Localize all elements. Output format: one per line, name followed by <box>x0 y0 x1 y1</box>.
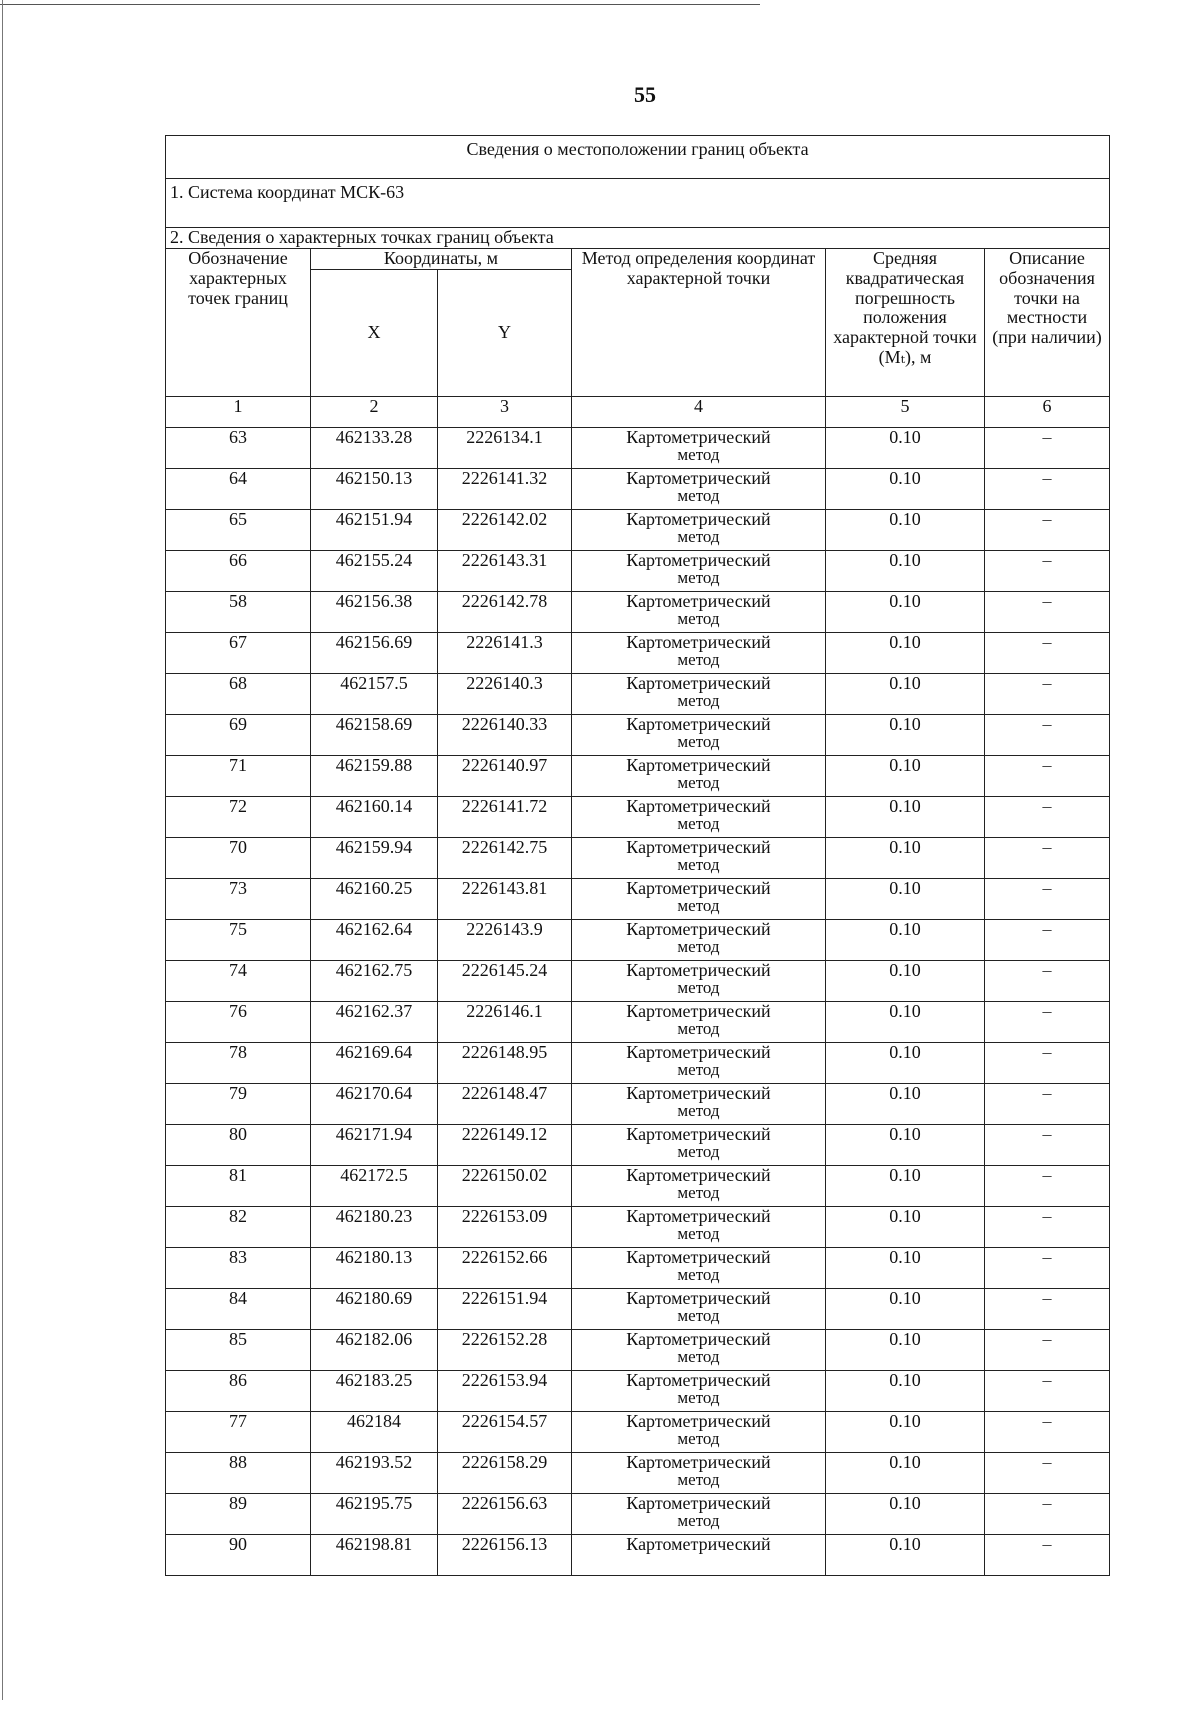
method-cell <box>572 838 826 879</box>
points-info: 2. Сведения о характерных точках границ объекта <box>166 228 1110 249</box>
method-line2: метод <box>677 896 720 915</box>
x-coordinate-cell: 462183.25 <box>311 1371 438 1412</box>
y-coordinate-cell: 2226156.63 <box>438 1494 572 1535</box>
mean-error-cell: 0.10 <box>826 633 985 674</box>
method-cell <box>572 879 826 920</box>
x-coordinate-cell: 462171.94 <box>311 1125 438 1166</box>
method-cell <box>572 1535 826 1576</box>
point-id-cell: 64 <box>166 469 311 510</box>
point-id-cell: 82 <box>166 1207 311 1248</box>
method-line1: Картометрический <box>626 1206 771 1226</box>
method-line2: метод <box>677 568 720 587</box>
y-coordinate-cell: 2226145.24 <box>438 961 572 1002</box>
x-coordinate-cell: 462160.25 <box>311 879 438 920</box>
point-id-cell: 88 <box>166 1453 311 1494</box>
method-cell <box>572 797 826 838</box>
point-id-cell: 80 <box>166 1125 311 1166</box>
description-cell: – <box>985 469 1110 510</box>
method-cell <box>572 510 826 551</box>
table-row <box>166 1289 1110 1330</box>
method-line2: метод <box>677 1142 720 1161</box>
x-coordinate-cell: 462170.64 <box>311 1084 438 1125</box>
mean-error-cell: 0.10 <box>826 1043 985 1084</box>
table-row <box>166 1330 1110 1371</box>
y-coordinate-cell: 2226141.72 <box>438 797 572 838</box>
y-coordinate-cell: 2226142.02 <box>438 510 572 551</box>
y-coordinate-cell: 2226140.33 <box>438 715 572 756</box>
x-coordinate-cell: 462169.64 <box>311 1043 438 1084</box>
x-coordinate-cell: 462159.88 <box>311 756 438 797</box>
description-cell: – <box>985 1084 1110 1125</box>
point-id-cell: 84 <box>166 1289 311 1330</box>
method-cell <box>572 1207 826 1248</box>
y-coordinate-cell: 2226143.81 <box>438 879 572 920</box>
x-coordinate-cell: 462182.06 <box>311 1330 438 1371</box>
method-line2: метод <box>677 486 720 505</box>
description-cell: – <box>985 1166 1110 1207</box>
mean-error-cell: 0.10 <box>826 1412 985 1453</box>
x-coordinate-cell: 462193.52 <box>311 1453 438 1494</box>
method-cell <box>572 715 826 756</box>
point-id-cell: 72 <box>166 797 311 838</box>
method-cell <box>572 1453 826 1494</box>
table-row <box>166 1494 1110 1535</box>
description-cell: – <box>985 879 1110 920</box>
method-line2: метод <box>677 1511 720 1530</box>
point-id-cell: 69 <box>166 715 311 756</box>
method-cell <box>572 551 826 592</box>
column-number: 1 <box>166 397 311 428</box>
column-number: 6 <box>985 397 1110 428</box>
mean-error-cell: 0.10 <box>826 1453 985 1494</box>
x-coordinate-cell: 462195.75 <box>311 1494 438 1535</box>
description-cell: – <box>985 756 1110 797</box>
x-coordinate-cell: 462150.13 <box>311 469 438 510</box>
method-cell <box>572 1494 826 1535</box>
method-line2: метод <box>677 978 720 997</box>
mean-error-cell: 0.10 <box>826 510 985 551</box>
description-cell: – <box>985 1002 1110 1043</box>
description-cell: – <box>985 1494 1110 1535</box>
y-coordinate-cell: 2226140.97 <box>438 756 572 797</box>
method-line2: метод <box>677 1347 720 1366</box>
method-cell <box>572 674 826 715</box>
header-y: Y <box>438 270 572 397</box>
point-id-cell: 66 <box>166 551 311 592</box>
table-row <box>166 756 1110 797</box>
description-cell: – <box>985 510 1110 551</box>
boundary-table <box>165 135 1110 1576</box>
y-coordinate-cell: 2226156.13 <box>438 1535 572 1576</box>
point-id-cell: 67 <box>166 633 311 674</box>
mean-error-cell: 0.10 <box>826 715 985 756</box>
x-coordinate-cell: 462156.69 <box>311 633 438 674</box>
method-line1: Картометрический <box>626 1493 771 1513</box>
method-line1: Картометрический <box>626 632 771 652</box>
point-id-cell: 74 <box>166 961 311 1002</box>
method-line1: Картометрический <box>626 1083 771 1103</box>
method-line1: Картометрический <box>626 1534 771 1554</box>
method-line2: метод <box>677 1060 720 1079</box>
y-coordinate-cell: 2226142.75 <box>438 838 572 879</box>
method-line2: метод <box>677 773 720 792</box>
table-row <box>166 510 1110 551</box>
mean-error-cell: 0.10 <box>826 674 985 715</box>
mean-error-cell: 0.10 <box>826 879 985 920</box>
table-row <box>166 1453 1110 1494</box>
y-coordinate-cell: 2226153.94 <box>438 1371 572 1412</box>
y-coordinate-cell: 2226148.95 <box>438 1043 572 1084</box>
table-row <box>166 715 1110 756</box>
method-line1: Картометрический <box>626 1288 771 1308</box>
point-id-cell: 79 <box>166 1084 311 1125</box>
point-id-cell: 89 <box>166 1494 311 1535</box>
mean-error-cell: 0.10 <box>826 920 985 961</box>
description-cell: – <box>985 1535 1110 1576</box>
table-row <box>166 1125 1110 1166</box>
method-cell <box>572 428 826 469</box>
mean-error-cell: 0.10 <box>826 1330 985 1371</box>
method-line2: метод <box>677 1429 720 1448</box>
method-cell <box>572 961 826 1002</box>
method-cell <box>572 1084 826 1125</box>
description-cell: – <box>985 428 1110 469</box>
mean-error-cell: 0.10 <box>826 1207 985 1248</box>
method-line2: метод <box>677 1224 720 1243</box>
method-line1: Картометрический <box>626 1042 771 1062</box>
method-line2: метод <box>677 732 720 751</box>
table-row <box>166 1535 1110 1576</box>
x-coordinate-cell: 462162.75 <box>311 961 438 1002</box>
method-line2: метод <box>677 937 720 956</box>
method-line1: Картометрический <box>626 714 771 734</box>
table-row <box>166 920 1110 961</box>
mean-error-cell: 0.10 <box>826 1535 985 1576</box>
x-coordinate-cell: 462172.5 <box>311 1166 438 1207</box>
mean-error-cell: 0.10 <box>826 797 985 838</box>
table-row <box>166 1043 1110 1084</box>
header-error: Средняя квадратическая погрешность положения характерной точки (Mₜ), м <box>826 249 985 397</box>
method-line2: метод <box>677 527 720 546</box>
description-cell: – <box>985 1207 1110 1248</box>
method-line2: метод <box>677 814 720 833</box>
table-row <box>166 1166 1110 1207</box>
mean-error-cell: 0.10 <box>826 1125 985 1166</box>
x-coordinate-cell: 462151.94 <box>311 510 438 551</box>
description-cell: – <box>985 920 1110 961</box>
method-line1: Картометрический <box>626 550 771 570</box>
mean-error-cell: 0.10 <box>826 1166 985 1207</box>
x-coordinate-cell: 462155.24 <box>311 551 438 592</box>
method-line2: метод <box>677 609 720 628</box>
x-coordinate-cell: 462159.94 <box>311 838 438 879</box>
mean-error-cell: 0.10 <box>826 551 985 592</box>
method-line1: Картометрический <box>626 673 771 693</box>
method-line2: метод <box>677 445 720 464</box>
y-coordinate-cell: 2226153.09 <box>438 1207 572 1248</box>
method-cell <box>572 1002 826 1043</box>
mean-error-cell: 0.10 <box>826 961 985 1002</box>
column-number: 2 <box>311 397 438 428</box>
table-row <box>166 797 1110 838</box>
y-coordinate-cell: 2226150.02 <box>438 1166 572 1207</box>
point-id-cell: 77 <box>166 1412 311 1453</box>
table-row <box>166 428 1110 469</box>
point-id-cell: 68 <box>166 674 311 715</box>
table-row <box>166 633 1110 674</box>
mean-error-cell: 0.10 <box>826 838 985 879</box>
header-x: X <box>311 270 438 397</box>
point-id-cell: 78 <box>166 1043 311 1084</box>
mean-error-cell: 0.10 <box>826 1494 985 1535</box>
mean-error-cell: 0.10 <box>826 756 985 797</box>
mean-error-cell: 0.10 <box>826 1002 985 1043</box>
y-coordinate-cell: 2226142.78 <box>438 592 572 633</box>
x-coordinate-cell: 462180.69 <box>311 1289 438 1330</box>
method-cell <box>572 469 826 510</box>
y-coordinate-cell: 2226148.47 <box>438 1084 572 1125</box>
point-id-cell: 83 <box>166 1248 311 1289</box>
method-line2: метод <box>677 691 720 710</box>
table-row <box>166 1084 1110 1125</box>
method-line1: Картометрический <box>626 1370 771 1390</box>
description-cell: – <box>985 1043 1110 1084</box>
point-id-cell: 86 <box>166 1371 311 1412</box>
method-cell <box>572 1125 826 1166</box>
table-row <box>166 1002 1110 1043</box>
point-id-cell: 71 <box>166 756 311 797</box>
header-point-designation: Обозначение характерных точек границ <box>166 249 311 397</box>
x-coordinate-cell: 462160.14 <box>311 797 438 838</box>
y-coordinate-cell: 2226151.94 <box>438 1289 572 1330</box>
table-row <box>166 592 1110 633</box>
method-line1: Картометрический <box>626 1165 771 1185</box>
description-cell: – <box>985 1125 1110 1166</box>
method-line2: метод <box>677 1101 720 1120</box>
table-title: Сведения о местоположении границ объекта <box>166 136 1110 179</box>
x-coordinate-cell: 462180.13 <box>311 1248 438 1289</box>
method-line1: Картометрический <box>626 919 771 939</box>
method-line1: Картометрический <box>626 591 771 611</box>
header-method: Метод определения координат характерной точки <box>572 249 826 397</box>
y-coordinate-cell: 2226141.3 <box>438 633 572 674</box>
header-description: Описание обозначения точки на местности (при наличии) <box>985 249 1110 397</box>
method-line1: Картометрический <box>626 1329 771 1349</box>
y-coordinate-cell: 2226146.1 <box>438 1002 572 1043</box>
point-id-cell: 90 <box>166 1535 311 1576</box>
method-line1: Картометрический <box>626 1411 771 1431</box>
table-row <box>166 879 1110 920</box>
y-coordinate-cell: 2226149.12 <box>438 1125 572 1166</box>
method-line1: Картометрический <box>626 1001 771 1021</box>
point-id-cell: 76 <box>166 1002 311 1043</box>
method-cell <box>572 1043 826 1084</box>
method-line1: Картометрический <box>626 468 771 488</box>
description-cell: – <box>985 551 1110 592</box>
method-line2: метод <box>677 1388 720 1407</box>
point-id-cell: 73 <box>166 879 311 920</box>
x-coordinate-cell: 462133.28 <box>311 428 438 469</box>
method-cell <box>572 1330 826 1371</box>
method-line2: метод <box>677 1306 720 1325</box>
table-row <box>166 469 1110 510</box>
y-coordinate-cell: 2226140.3 <box>438 674 572 715</box>
page-number: 55 <box>634 82 656 107</box>
point-id-cell: 63 <box>166 428 311 469</box>
mean-error-cell: 0.10 <box>826 1248 985 1289</box>
method-cell <box>572 1371 826 1412</box>
x-coordinate-cell: 462162.64 <box>311 920 438 961</box>
description-cell: – <box>985 592 1110 633</box>
x-coordinate-cell: 462162.37 <box>311 1002 438 1043</box>
method-cell <box>572 756 826 797</box>
method-line1: Картометрический <box>626 796 771 816</box>
method-cell <box>572 1289 826 1330</box>
y-coordinate-cell: 2226154.57 <box>438 1412 572 1453</box>
method-line2: метод <box>677 855 720 874</box>
description-cell: – <box>985 1412 1110 1453</box>
table-row <box>166 1207 1110 1248</box>
point-id-cell: 58 <box>166 592 311 633</box>
column-number: 4 <box>572 397 826 428</box>
mean-error-cell: 0.10 <box>826 592 985 633</box>
method-line1: Картометрический <box>626 1247 771 1267</box>
method-line1: Картометрический <box>626 837 771 857</box>
method-line1: Картометрический <box>626 960 771 980</box>
description-cell: – <box>985 838 1110 879</box>
description-cell: – <box>985 1248 1110 1289</box>
description-cell: – <box>985 797 1110 838</box>
method-line2: метод <box>677 1470 720 1489</box>
scan-edge-top <box>0 4 760 5</box>
x-coordinate-cell: 462184 <box>311 1412 438 1453</box>
description-cell: – <box>985 1371 1110 1412</box>
method-cell <box>572 633 826 674</box>
point-id-cell: 65 <box>166 510 311 551</box>
method-cell <box>572 920 826 961</box>
method-line1: Картометрический <box>626 755 771 775</box>
mean-error-cell: 0.10 <box>826 469 985 510</box>
method-line2: метод <box>677 1183 720 1202</box>
y-coordinate-cell: 2226141.32 <box>438 469 572 510</box>
method-cell <box>572 592 826 633</box>
x-coordinate-cell: 462198.81 <box>311 1535 438 1576</box>
table-row <box>166 1412 1110 1453</box>
table-row <box>166 1371 1110 1412</box>
description-cell: – <box>985 961 1110 1002</box>
method-cell <box>572 1412 826 1453</box>
description-cell: – <box>985 1289 1110 1330</box>
method-line1: Картометрический <box>626 509 771 529</box>
description-cell: – <box>985 1330 1110 1371</box>
description-cell: – <box>985 633 1110 674</box>
method-line1: Картометрический <box>626 1124 771 1144</box>
description-cell: – <box>985 1453 1110 1494</box>
point-id-cell: 81 <box>166 1166 311 1207</box>
y-coordinate-cell: 2226143.9 <box>438 920 572 961</box>
coordinate-system: 1. Система координат МСК-63 <box>166 179 1110 228</box>
method-line1: Картометрический <box>626 1452 771 1472</box>
method-line1: Картометрический <box>626 427 771 447</box>
y-coordinate-cell: 2226158.29 <box>438 1453 572 1494</box>
table-row <box>166 961 1110 1002</box>
mean-error-cell: 0.10 <box>826 1289 985 1330</box>
x-coordinate-cell: 462157.5 <box>311 674 438 715</box>
table-row <box>166 1248 1110 1289</box>
mean-error-cell: 0.10 <box>826 428 985 469</box>
column-number: 3 <box>438 397 572 428</box>
point-id-cell: 75 <box>166 920 311 961</box>
table-row <box>166 674 1110 715</box>
x-coordinate-cell: 462180.23 <box>311 1207 438 1248</box>
header-coordinates: Координаты, м <box>311 249 572 270</box>
mean-error-cell: 0.10 <box>826 1084 985 1125</box>
method-line1: Картометрический <box>626 878 771 898</box>
scan-edge-left <box>2 0 3 1700</box>
description-cell: – <box>985 674 1110 715</box>
description-cell: – <box>985 715 1110 756</box>
y-coordinate-cell: 2226152.28 <box>438 1330 572 1371</box>
mean-error-cell: 0.10 <box>826 1371 985 1412</box>
y-coordinate-cell: 2226152.66 <box>438 1248 572 1289</box>
method-cell <box>572 1248 826 1289</box>
point-id-cell: 85 <box>166 1330 311 1371</box>
y-coordinate-cell: 2226143.31 <box>438 551 572 592</box>
column-number: 5 <box>826 397 985 428</box>
point-id-cell: 70 <box>166 838 311 879</box>
table-row <box>166 838 1110 879</box>
method-cell <box>572 1166 826 1207</box>
method-line2: метод <box>677 1265 720 1284</box>
y-coordinate-cell: 2226134.1 <box>438 428 572 469</box>
table-row <box>166 551 1110 592</box>
x-coordinate-cell: 462158.69 <box>311 715 438 756</box>
method-line2: метод <box>677 650 720 669</box>
x-coordinate-cell: 462156.38 <box>311 592 438 633</box>
method-line2: метод <box>677 1019 720 1038</box>
